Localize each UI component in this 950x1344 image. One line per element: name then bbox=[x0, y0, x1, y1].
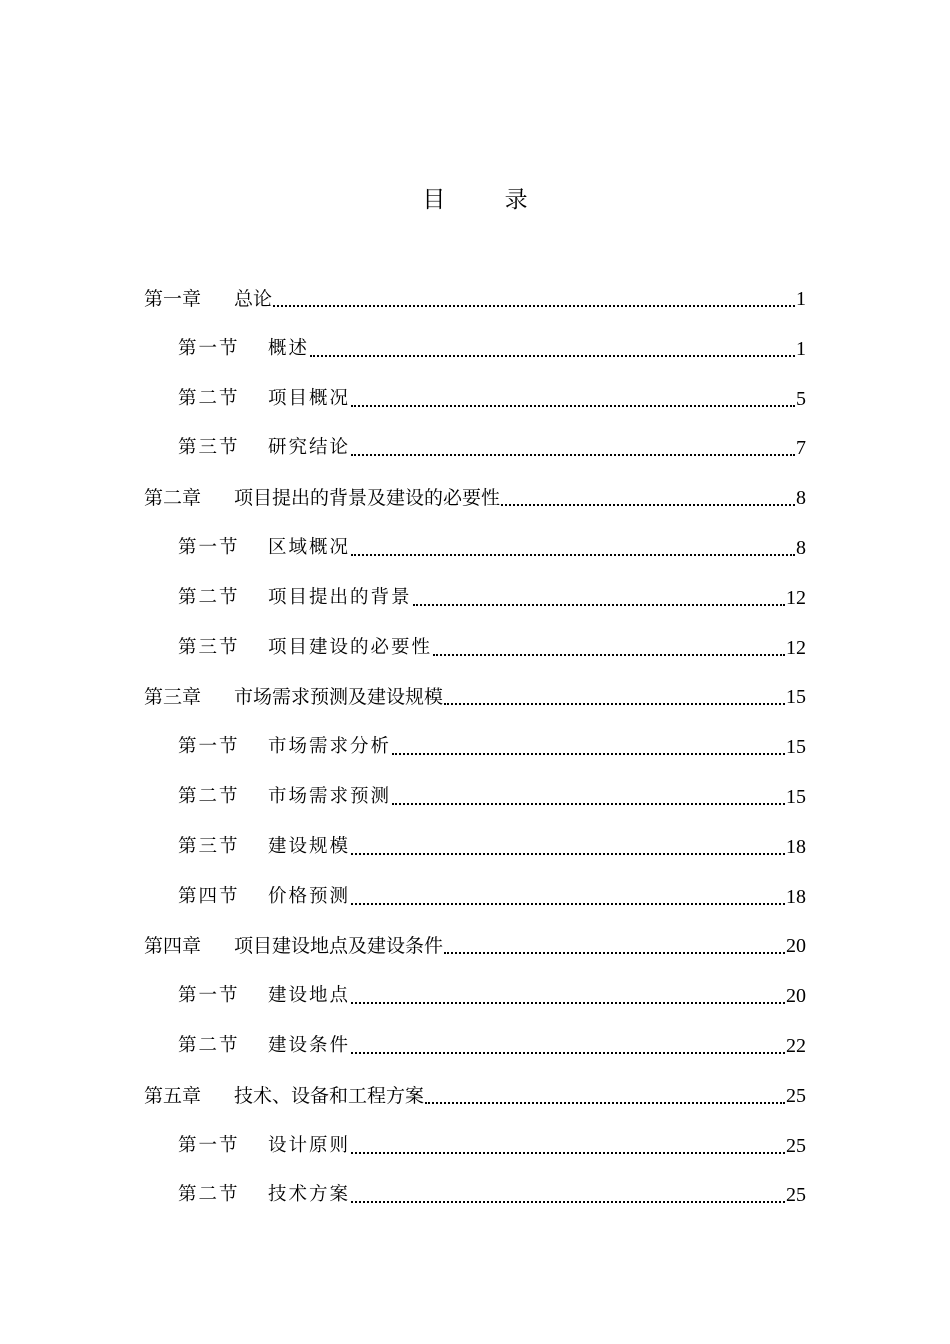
toc-entry-number: 第五章 bbox=[144, 1084, 202, 1107]
dot-leader bbox=[351, 1201, 785, 1203]
toc-page-number: 22 bbox=[786, 1035, 806, 1057]
toc-chapter-entry[interactable] bbox=[144, 1081, 806, 1111]
toc-section-entry[interactable] bbox=[178, 533, 806, 563]
toc-entry-title: 项目建设的必要性 bbox=[268, 636, 433, 658]
toc-entry-number: 第一节 bbox=[178, 537, 240, 558]
toc-page-number: 25 bbox=[786, 1184, 806, 1207]
toc-page-number: 20 bbox=[786, 985, 806, 1008]
toc-entry-number: 第一节 bbox=[178, 337, 240, 359]
toc-page-number: 12 bbox=[786, 586, 806, 609]
toc-entry-title: 项目概况 bbox=[268, 387, 351, 409]
toc-entry-title: 市场需求预测及建设规模 bbox=[234, 686, 444, 709]
toc-entry-number: 第三节 bbox=[178, 835, 240, 857]
toc-entry-title: 技术方案 bbox=[268, 1184, 351, 1206]
toc-page-number: 18 bbox=[786, 835, 806, 858]
dot-leader bbox=[444, 952, 785, 954]
toc-page-number: 15 bbox=[786, 786, 806, 808]
toc-section-entry[interactable] bbox=[178, 832, 806, 862]
toc-entry-number: 第二节 bbox=[178, 586, 240, 608]
toc-page-number: 8 bbox=[796, 537, 806, 559]
toc-page-number: 1 bbox=[796, 337, 806, 360]
toc-page-number: 25 bbox=[786, 1084, 806, 1107]
toc-entry-title: 总论 bbox=[234, 288, 273, 310]
toc-page-number: 18 bbox=[786, 885, 806, 908]
toc-section-entry[interactable] bbox=[178, 1180, 806, 1210]
toc-section-entry[interactable] bbox=[178, 1131, 806, 1161]
toc-page-number: 12 bbox=[786, 636, 806, 659]
toc-entry-number: 第二章 bbox=[144, 487, 202, 510]
toc-entry-title: 项目建设地点及建设条件 bbox=[234, 935, 444, 958]
dot-leader bbox=[351, 1152, 785, 1154]
toc-entry-title: 项目提出的背景及建设的必要性 bbox=[234, 487, 501, 510]
toc-entry-title: 研究结论 bbox=[268, 437, 351, 459]
dot-leader bbox=[392, 753, 785, 755]
toc-entry-number: 第四节 bbox=[178, 885, 240, 907]
toc-entry-number: 第三节 bbox=[178, 437, 240, 459]
dot-leader bbox=[351, 554, 795, 556]
toc-entry-title: 建设条件 bbox=[268, 1035, 351, 1056]
toc-entry-number: 第一章 bbox=[144, 288, 202, 310]
toc-entry-title: 技术、设备和工程方案 bbox=[234, 1084, 425, 1107]
toc-chapter-entry[interactable] bbox=[144, 284, 806, 314]
dot-leader bbox=[310, 355, 795, 357]
toc-entry-number: 第二节 bbox=[178, 387, 240, 409]
toc-entry-number: 第四章 bbox=[144, 935, 202, 958]
toc-entry-title: 市场需求预测 bbox=[268, 786, 392, 807]
toc-page-number: 15 bbox=[786, 686, 806, 709]
toc-entry-number: 第一节 bbox=[178, 985, 240, 1007]
dot-leader bbox=[444, 703, 785, 705]
toc-chapter-entry[interactable] bbox=[144, 682, 806, 712]
toc-entry-title: 项目提出的背景 bbox=[268, 586, 412, 608]
toc-entry-number: 第二节 bbox=[178, 1035, 240, 1056]
toc-entry-title: 建设地点 bbox=[268, 985, 351, 1007]
toc-chapter-entry[interactable] bbox=[144, 931, 806, 961]
toc-section-entry[interactable] bbox=[178, 334, 806, 364]
toc-chapter-entry[interactable] bbox=[144, 483, 806, 513]
toc-entry-title: 概述 bbox=[268, 337, 310, 359]
toc-section-entry[interactable] bbox=[178, 782, 806, 812]
toc-section-entry[interactable] bbox=[178, 583, 806, 613]
toc-section-entry[interactable] bbox=[178, 981, 806, 1011]
dot-leader bbox=[351, 853, 785, 855]
dot-leader bbox=[351, 1002, 785, 1004]
dot-leader bbox=[501, 504, 795, 506]
toc-entry-number: 第一节 bbox=[178, 1134, 240, 1156]
toc-entry-number: 第三节 bbox=[178, 636, 240, 658]
toc-entry-number: 第二节 bbox=[178, 1184, 240, 1206]
toc-entry-title: 区域概况 bbox=[268, 537, 351, 558]
toc-section-entry[interactable] bbox=[178, 433, 806, 463]
toc-page-number: 25 bbox=[786, 1134, 806, 1157]
toc-entry-title: 价格预测 bbox=[268, 885, 351, 907]
dot-leader bbox=[351, 1052, 785, 1054]
toc-page-number: 8 bbox=[796, 487, 806, 510]
dot-leader bbox=[273, 305, 795, 307]
toc-section-entry[interactable] bbox=[178, 1031, 806, 1061]
toc-entry-title: 建设规模 bbox=[268, 835, 351, 857]
toc-entry-number: 第二节 bbox=[178, 786, 240, 807]
toc-section-entry[interactable] bbox=[178, 882, 806, 912]
dot-leader bbox=[392, 803, 785, 805]
toc-page-number: 20 bbox=[786, 935, 806, 958]
toc-page-number: 7 bbox=[796, 437, 806, 460]
toc-section-entry[interactable] bbox=[178, 633, 806, 663]
toc-entry-title: 设计原则 bbox=[268, 1134, 351, 1156]
dot-leader bbox=[425, 1102, 785, 1104]
toc-page-number: 1 bbox=[796, 288, 806, 310]
toc-entry-title: 市场需求分析 bbox=[268, 736, 392, 758]
dot-leader bbox=[351, 454, 795, 456]
toc-page-number: 15 bbox=[786, 736, 806, 759]
toc-title: 目 录 bbox=[422, 187, 554, 213]
toc-entry-number: 第三章 bbox=[144, 686, 202, 709]
toc-page-number: 5 bbox=[796, 387, 806, 410]
toc-entry-number: 第一节 bbox=[178, 736, 240, 758]
dot-leader bbox=[413, 604, 785, 606]
toc-section-entry[interactable] bbox=[178, 384, 806, 414]
dot-leader bbox=[433, 654, 785, 656]
dot-leader bbox=[351, 903, 785, 905]
dot-leader bbox=[351, 405, 795, 407]
toc-section-entry[interactable] bbox=[178, 732, 806, 762]
